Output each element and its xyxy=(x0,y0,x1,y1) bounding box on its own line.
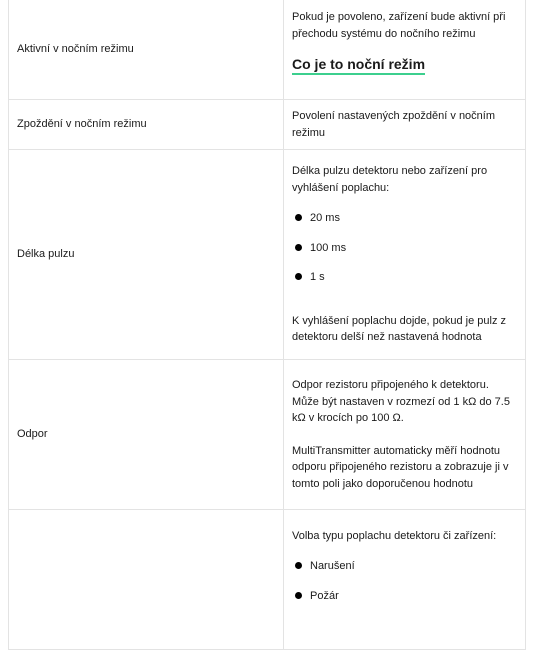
description-text: Pokud je povoleno, zařízení bude aktivní při přechodu systému do nočního režimu xyxy=(292,11,506,40)
option-list xyxy=(292,558,517,617)
setting-name xyxy=(9,510,284,650)
setting-description xyxy=(284,360,526,510)
table-row xyxy=(9,360,526,510)
option-item: 1 s xyxy=(292,269,517,299)
setting-name: Odpor xyxy=(9,360,284,510)
table-row xyxy=(9,510,526,650)
note-text: K vyhlášení poplachu dojde, pokud je pulz z detektoru delší než nastavená hodnota xyxy=(292,314,507,344)
option-item: Narušení xyxy=(292,558,517,588)
option-list xyxy=(292,210,517,299)
option-item: 100 ms xyxy=(292,240,517,270)
setting-description xyxy=(284,100,526,150)
settings-table xyxy=(8,0,526,650)
setting-name: Délka pulzu xyxy=(9,150,284,360)
setting-description xyxy=(284,0,526,100)
table-row xyxy=(9,0,526,100)
table-row xyxy=(9,100,526,150)
option-item: Požár xyxy=(292,588,517,618)
setting-name: Zpoždění v nočním režimu xyxy=(9,100,284,150)
description-text: Volba typu poplachu detektoru či zařízení: xyxy=(292,529,497,542)
note-text: MultiTransmitter automaticky měří hodnotu odporu připojeného rezistoru a zobrazuje ji v tomto poli jako doporučenou hodnotu xyxy=(292,444,509,490)
table-row xyxy=(9,150,526,360)
option-item: 20 ms xyxy=(292,210,517,240)
setting-description xyxy=(284,510,526,650)
description-text: Povolení nastavených zpoždění v nočním režimu xyxy=(292,110,496,139)
night-mode-link[interactable]: Co je to noční režim xyxy=(292,56,425,75)
description-text: Délka pulzu detektoru nebo zařízení pro vyhlášení poplachu: xyxy=(292,165,488,194)
setting-name: Aktivní v nočním režimu xyxy=(9,0,284,100)
description-text: Odpor rezistoru připojeného k detektoru. Může být nastaven v rozmezí od 1 kΩ do 7.5 kΩ v krocích po 100 Ω. xyxy=(292,379,510,424)
setting-description xyxy=(284,150,526,360)
